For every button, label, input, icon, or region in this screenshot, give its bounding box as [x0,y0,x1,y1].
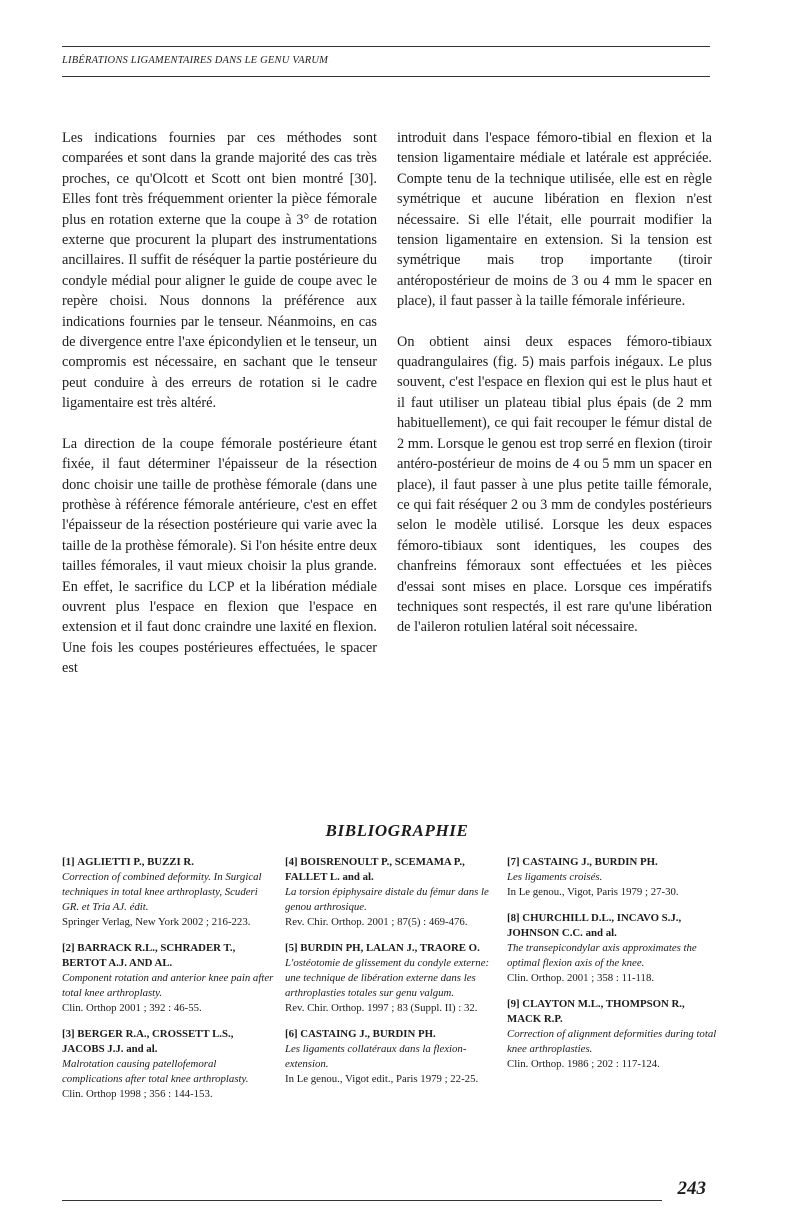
bibliography-column-3 [507,855,719,1083]
reference-title: Malrotation causing patellofemoral complications after total knee arthroplasty. [62,1058,249,1085]
paragraph: On obtient ainsi deux espaces fémoro-tibiaux quadrangulaires (fig. 5) mais parfois inégaux. Le plus souvent, c'est l'espace en flexion qui est le plus haut et il faut utiliser un plateau tibial plus épais (de 2 mm habituellement), ce qui fait recouper le fémur distal de 2 mm. Lorsque le genou est trop serré en flexion (tiroir antéro-postérieur de moins de 4 ou 5 mm un spacer en place), il faut passer à une plus petite taille fémorale, ce qui fait réséquer 2 ou 3 mm de condyles postérieurs selon le modèle utilisé. Lorsque les deux espaces fémoro-tibiaux sont identiques, les coupes des chanfreins fémoraux sont effectuées et les pièces d'essai sont mises en place. Lorsque ces impératifs techniques sont respectés, il est rare qu'une libération de l'aileron rotulien latéral soit nécessaire. [397,333,712,636]
reference-authors: BOISRENOULT P., SCEMAMA P., FALLET L. and al. [285,856,465,883]
reference-item [285,941,497,1016]
reference-item [507,997,719,1072]
page-number: 243 [677,1178,706,1199]
reference-authors: AGLIETTI P., BUZZI R. [77,856,194,868]
reference-source: Clin. Orthop 2001 ; 392 : 46-55. [62,1002,202,1014]
header-rule-top [62,46,710,47]
reference-authors: BURDIN PH, LALAN J., TRAORE O. [300,942,480,954]
reference-source: Rev. Chir. Orthop. 1997 ; 83 (Suppl. II) : 32. [285,1002,478,1014]
reference-number: [9] [507,998,520,1010]
body-column-left [62,128,377,679]
body-column-right [397,128,712,638]
bibliography-column-1 [62,855,274,1113]
reference-number: [2] [62,942,75,954]
reference-authors: BARRACK R.L., SCHRADER T., BERTOT A.J. AND AL. [62,942,236,969]
reference-authors: CASTAING J., BURDIN PH. [522,856,658,868]
reference-number: [3] [62,1028,75,1040]
reference-title: Les ligaments collatéraux dans la flexion-extension. [285,1043,467,1070]
reference-source: Clin. Orthop 1998 ; 356 : 144-153. [62,1088,213,1100]
reference-source: Clin. Orthop. 2001 ; 358 : 11-118. [507,972,655,984]
reference-authors: BERGER R.A., CROSSETT L.S., JACOBS J.J. and al. [62,1028,234,1055]
reference-title: Component rotation and anterior knee pain after total knee arthroplasty. [62,972,274,999]
reference-title: La torsion épiphysaire distale du fémur dans le genou arthrosique. [285,886,489,913]
reference-authors: CASTAING J., BURDIN PH. [300,1028,436,1040]
bibliography-column-2 [285,855,497,1098]
reference-item [62,1027,274,1102]
reference-source: Rev. Chir. Orthop. 2001 ; 87(5) : 469-476. [285,916,468,928]
reference-title: The transepicondylar axis approximates the optimal flexion axis of the knee. [507,942,697,969]
reference-number: [1] [62,856,75,868]
reference-title: Correction of combined deformity. In Surgical techniques in total knee arthroplasty, Scuderi GR. et Tria AJ. édit. [62,871,262,913]
reference-number: [4] [285,856,298,868]
reference-item [285,1027,497,1087]
reference-source: Clin. Orthop. 1986 ; 202 : 117-124. [507,1058,660,1070]
reference-source: In Le genou., Vigot edit., Paris 1979 ; 22-25. [285,1073,479,1085]
reference-number: [5] [285,942,298,954]
reference-item [507,855,719,900]
reference-title: L'ostéotomie de glissement du condyle externe: une technique de libération externe dans les arthroplasties totales sur genu valgum. [285,957,490,999]
reference-number: [6] [285,1028,298,1040]
reference-item [62,855,274,930]
bibliography-heading: BIBLIOGRAPHIE [325,821,469,840]
paragraph: La direction de la coupe fémorale postérieure étant fixée, il faut déterminer l'épaisseur de la résection donc choisir une taille de prothèse fémorale (dans une prothèse à référence fémorale antérieure, c'est en effet l'épaisseur de la résection postérieure qui varie avec la taille de la prothèse fémorale). Si l'on hésite entre deux tailles fémorales, il vaut mieux choisir la plus grande. En effet, le sacrifice du LCP et la libération médiale ouvrent plus l'espace en flexion que l'espace en extension et il faut donc craindre une laxité en flexion. Une fois les coupes postérieures effectuées, le spacer est [62,435,377,677]
reference-item [62,941,274,1016]
reference-number: [7] [507,856,520,868]
paragraph: Les indications fournies par ces méthodes sont comparées et sont dans la grande majorité des cas très proches, ce qu'Olcott et Scott ont bien montré [30]. Elles font très fréquemment orienter la pièce fémorale plus en rotation externe que la coupe à 3° de rotation externe que procurent la plupart des instrumentations ancillaires. Il suffit de réséquer la partie postérieure du condyle médial pour aligner le guide de coupe avec le repère choisi. Nous donnons la préférence aux indications fournies par le tenseur. Néanmoins, en cas de divergence entre l'axe épicondylien et le tenseur, un compromis est nécessaire, en sachant que le tenseur peut conduire à des erreurs de rotation si le cadre ligamentaire est très altéré. [62,130,377,412]
running-title: LIBÉRATIONS LIGAMENTAIRES DANS LE GENU VARUM [62,55,329,66]
reference-item [507,911,719,986]
header-rule-bottom [62,76,710,77]
paragraph: introduit dans l'espace fémoro-tibial en flexion et la tension ligamentaire médiale et latérale est appréciée. Compte tenu de la technique utilisée, elle est en règle symétrique et aucune libération en flexion n'est nécessaire. Si elle l'était, elle pourrait modifier la tension ligamentaire en extension. Si la tension est symétrique mais trop importante (tiroir antéropostérieur de moins de 3 ou 4 mm le spacer en place), il faut passer à la taille fémorale inférieure. [397,130,712,310]
reference-authors: CHURCHILL D.L., INCAVO S.J., JOHNSON C.C. and al. [507,912,682,939]
reference-title: Les ligaments croisés. [507,871,603,883]
reference-source: In Le genou., Vigot, Paris 1979 ; 27-30. [507,886,679,898]
reference-number: [8] [507,912,520,924]
footer-rule [62,1200,662,1201]
reference-authors: CLAYTON M.L., THOMPSON R., MACK R.P. [507,998,685,1025]
reference-title: Correction of alignment deformities during total knee arthroplasties. [507,1028,717,1055]
reference-item [285,855,497,930]
reference-source: Springer Verlag, New York 2002 ; 216-223. [62,916,251,928]
